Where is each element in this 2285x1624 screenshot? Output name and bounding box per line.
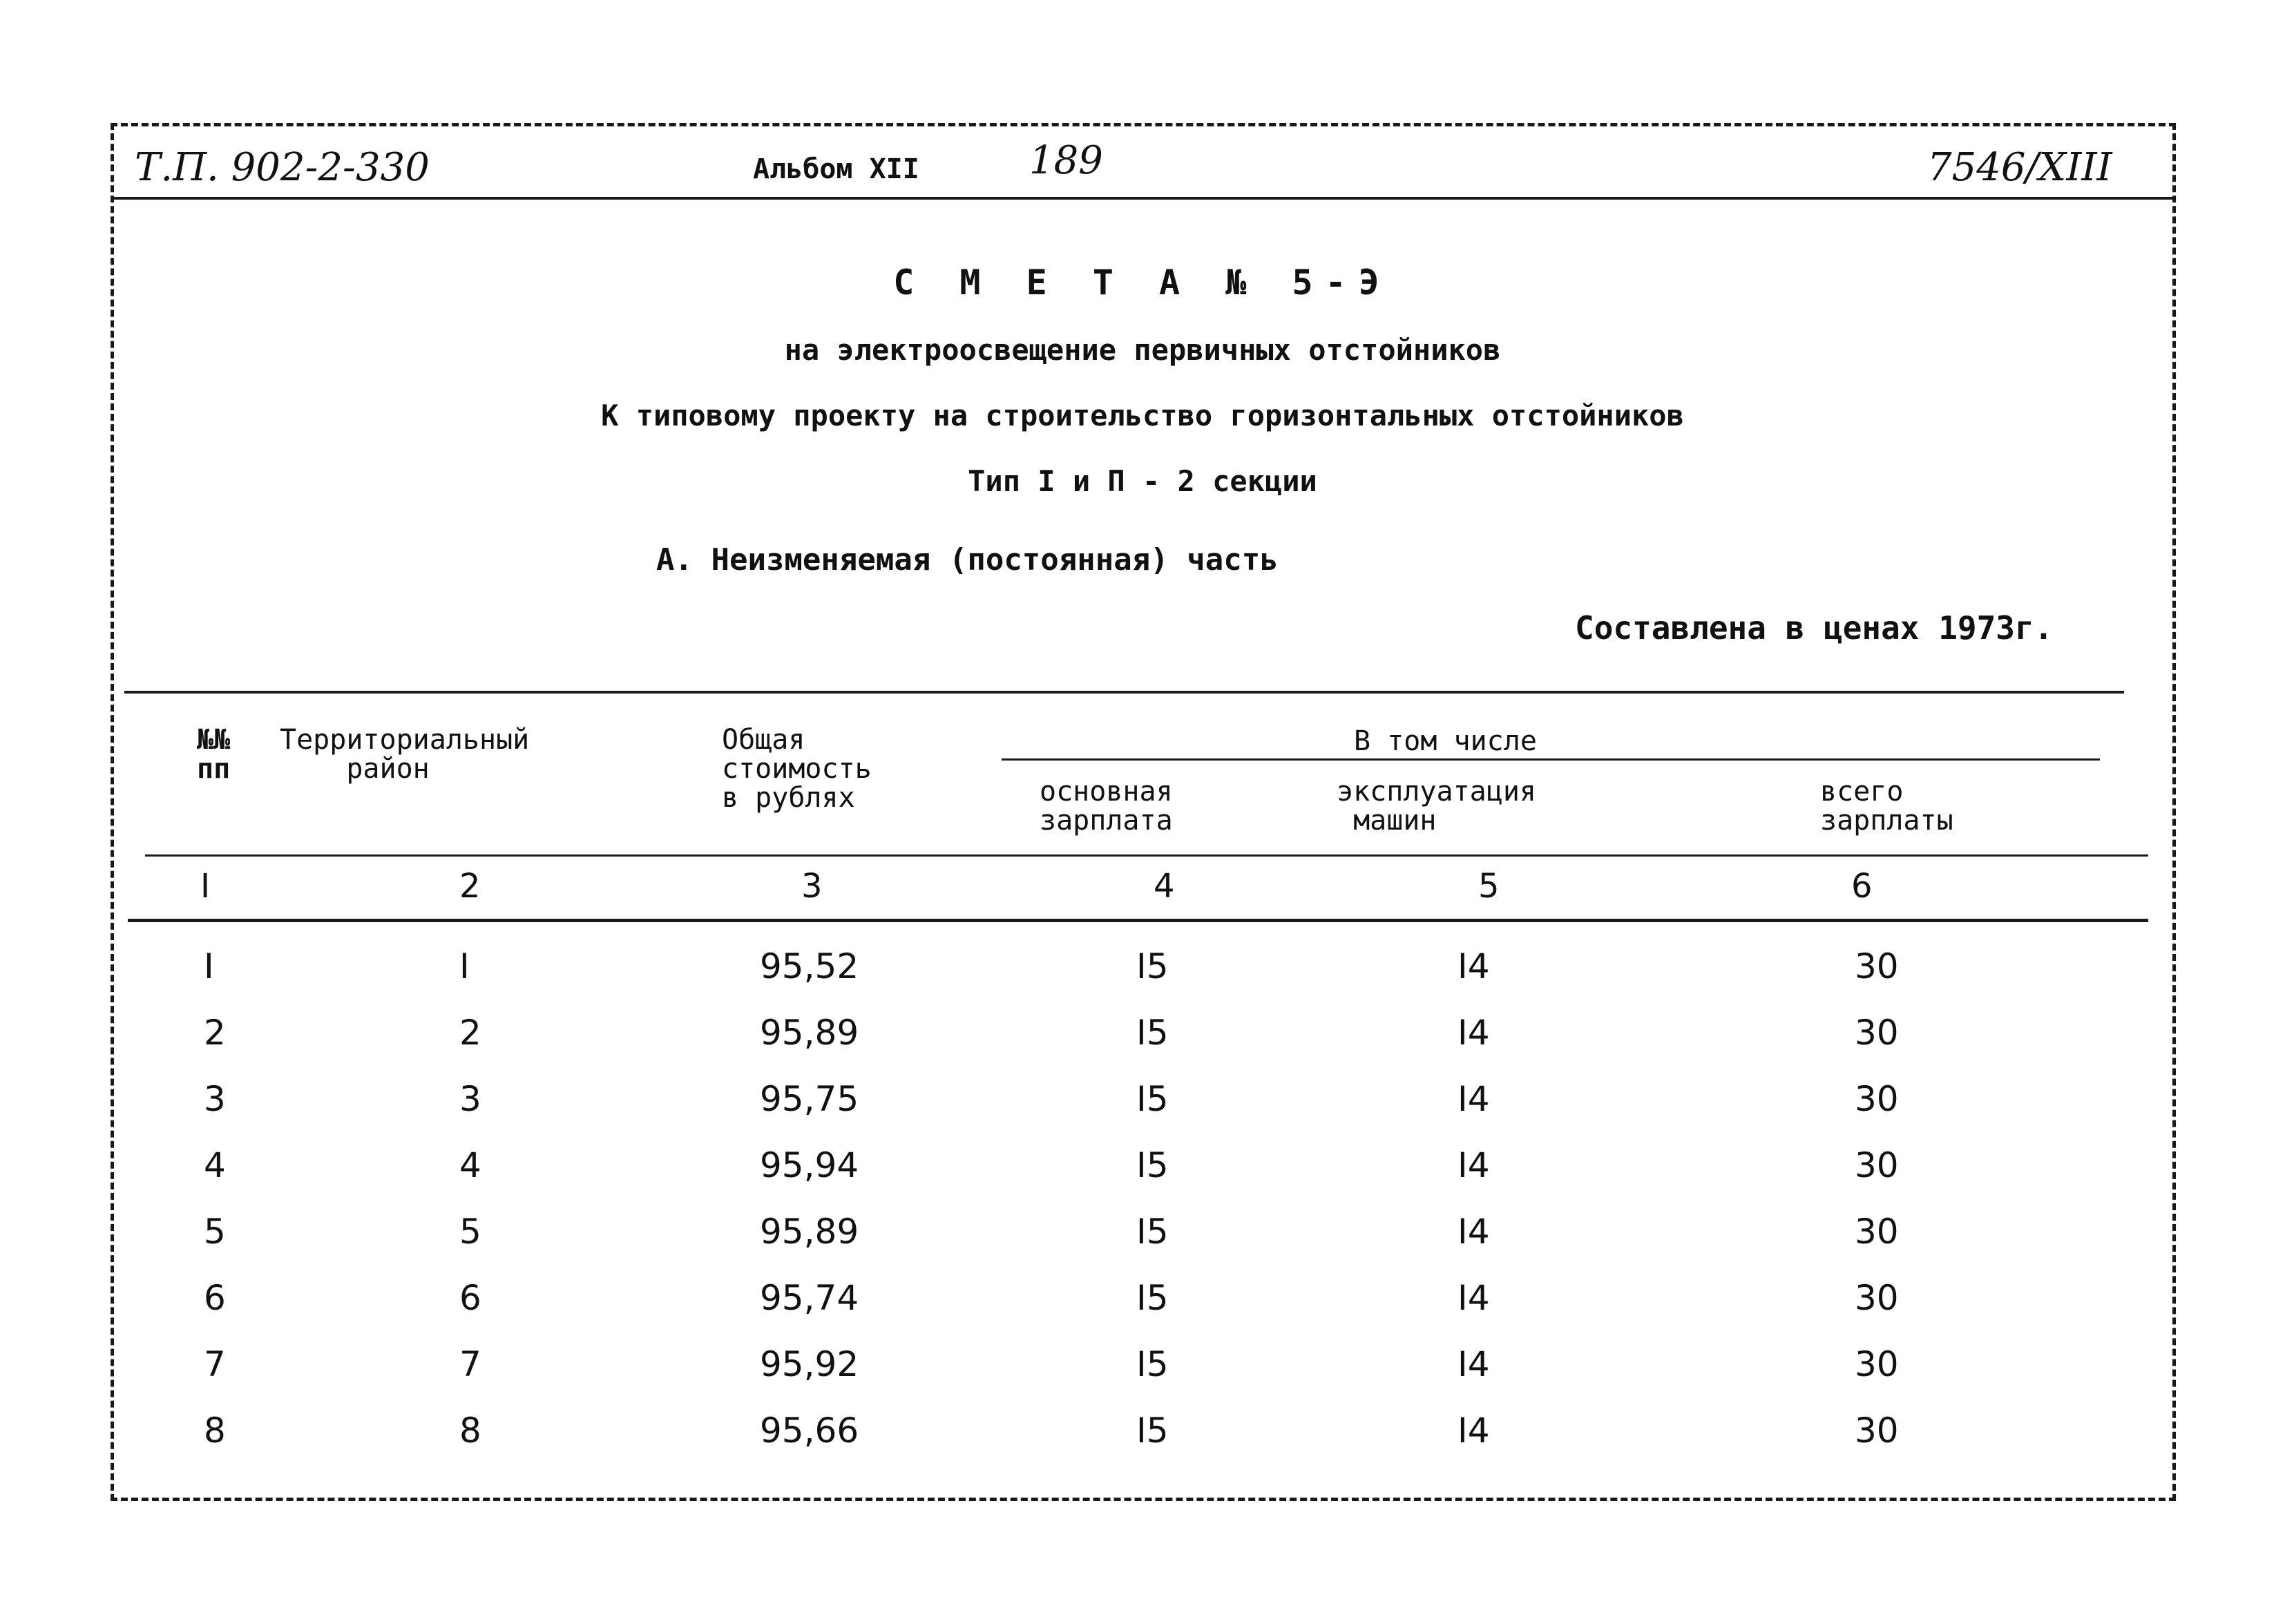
cell-total-wage: 30 xyxy=(1855,1079,1899,1119)
table-top-rule xyxy=(124,691,2124,694)
col-number-4: 4 xyxy=(1154,867,1175,906)
cell-total-wage: 30 xyxy=(1855,1013,1899,1053)
cell-total: 95,75 xyxy=(760,1079,859,1119)
header-bottom-rule xyxy=(145,854,2148,857)
cell-region: 4 xyxy=(459,1145,481,1185)
cell-total-wage: 30 xyxy=(1855,1344,1899,1384)
cell-wage: I5 xyxy=(1136,1212,1169,1252)
table-row xyxy=(0,1079,2285,1145)
cell-region: 7 xyxy=(459,1344,481,1384)
table-row xyxy=(0,1278,2285,1344)
cell-num: 4 xyxy=(204,1145,226,1185)
cell-machines: I4 xyxy=(1457,1013,1490,1053)
cell-total-wage: 30 xyxy=(1855,1278,1899,1318)
col-number-5: 5 xyxy=(1478,867,1500,906)
cell-total: 95,94 xyxy=(760,1145,859,1185)
cell-total: 95,74 xyxy=(760,1278,859,1318)
cell-region: 6 xyxy=(459,1278,481,1318)
project-number: Т.П. 902-2-330 xyxy=(135,145,430,190)
header-num: №№ пп xyxy=(197,724,231,785)
cell-region: I xyxy=(459,946,470,986)
cell-wage: I5 xyxy=(1136,1013,1169,1053)
cell-total: 95,89 xyxy=(760,1013,859,1053)
cell-total: 95,66 xyxy=(760,1411,859,1451)
col-number-3: 3 xyxy=(801,867,823,906)
cell-num: 2 xyxy=(204,1013,226,1053)
cell-region: 5 xyxy=(459,1212,481,1252)
header-base-wage: основная зарплата xyxy=(1040,776,1173,837)
document-code: 7546/XIII xyxy=(1927,145,2112,190)
table-row xyxy=(0,1145,2285,1212)
header-divider xyxy=(114,197,2176,200)
col-number-1: I xyxy=(200,867,211,906)
cell-total-wage: 30 xyxy=(1855,1411,1899,1451)
cell-machines: I4 xyxy=(1457,1278,1490,1318)
cell-num: I xyxy=(204,946,214,986)
cell-machines: I4 xyxy=(1457,1411,1490,1451)
cell-machines: I4 xyxy=(1457,1145,1490,1185)
cell-wage: I5 xyxy=(1136,1278,1169,1318)
cell-region: 2 xyxy=(459,1013,481,1053)
header-machines: эксплуатация машин xyxy=(1337,776,1536,837)
cell-num: 8 xyxy=(204,1411,226,1451)
col-number-2: 2 xyxy=(459,867,481,906)
col-number-6: 6 xyxy=(1851,867,1873,906)
table-row xyxy=(0,946,2285,1013)
estimate-project: К типовому проекту на строительство горизонтальных отстойников xyxy=(601,399,1684,432)
header-region: Территориальный район xyxy=(280,724,530,785)
table-row xyxy=(0,1013,2285,1079)
cell-num: 5 xyxy=(204,1212,226,1252)
cell-machines: I4 xyxy=(1457,1344,1490,1384)
table-row xyxy=(0,1344,2285,1411)
cell-machines: I4 xyxy=(1457,946,1490,986)
estimate-subject: на электроосвещение первичных отстойников xyxy=(784,333,1501,367)
cell-wage: I5 xyxy=(1136,1079,1169,1119)
table-row xyxy=(0,1212,2285,1278)
cell-num: 3 xyxy=(204,1079,226,1119)
cell-wage: I5 xyxy=(1136,1344,1169,1384)
price-basis: Составлена в ценах 1973г. xyxy=(1575,609,2054,647)
cell-total-wage: 30 xyxy=(1855,1145,1899,1185)
cell-region: 8 xyxy=(459,1411,481,1451)
cell-total: 95,89 xyxy=(760,1212,859,1252)
numbers-bottom-rule xyxy=(128,919,2148,922)
cell-machines: I4 xyxy=(1457,1212,1490,1252)
album-label: Альбом XII xyxy=(753,153,919,185)
header-total-wage: всего зарплаты xyxy=(1820,776,1953,837)
group-rule xyxy=(1002,758,2100,761)
cell-total-wage: 30 xyxy=(1855,1212,1899,1252)
cell-region: 3 xyxy=(459,1079,481,1119)
cell-total: 95,52 xyxy=(760,946,859,986)
cell-machines: I4 xyxy=(1457,1079,1490,1119)
page-number: 189 xyxy=(1029,138,1103,183)
estimate-type: Тип I и П - 2 секции xyxy=(968,464,1317,498)
cell-num: 7 xyxy=(204,1344,226,1384)
cell-total: 95,92 xyxy=(760,1344,859,1384)
table-body xyxy=(0,946,2285,1477)
table-row xyxy=(0,1411,2285,1477)
header-group: В том числе xyxy=(1354,725,1537,757)
cell-wage: I5 xyxy=(1136,1411,1169,1451)
cell-wage: I5 xyxy=(1136,946,1169,986)
estimate-title: С М Е Т А № 5-Э xyxy=(893,262,1392,303)
part-heading: А. Неизменяемая (постоянная) часть xyxy=(656,542,1279,577)
cell-wage: I5 xyxy=(1136,1145,1169,1185)
header-total-cost: Общая стоимость в рублях xyxy=(722,724,872,814)
cell-total-wage: 30 xyxy=(1855,946,1899,986)
cell-num: 6 xyxy=(204,1278,226,1318)
